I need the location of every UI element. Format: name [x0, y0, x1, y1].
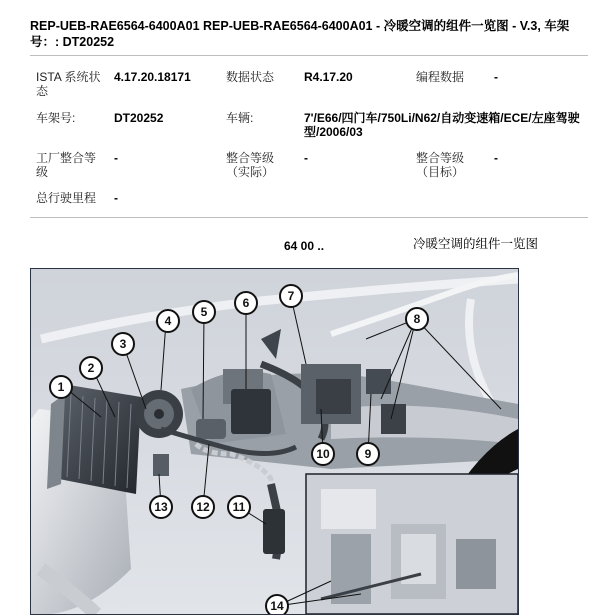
- programming-data-value: -: [494, 70, 498, 84]
- component-overview-figure: [30, 268, 519, 615]
- vehicle-label: 车辆:: [226, 111, 254, 125]
- mileage-value: -: [114, 191, 118, 205]
- callout-label: 10: [316, 447, 330, 461]
- section-code: 64 00 ..: [284, 239, 325, 253]
- data-state-value: R4.17.20: [304, 70, 353, 84]
- callout-label: 13: [154, 500, 168, 514]
- factory-integration-value: -: [114, 151, 118, 165]
- integration-actual-value: -: [304, 151, 308, 165]
- callout-label: 5: [200, 305, 208, 319]
- data-state-label: 数据状态: [226, 70, 275, 84]
- factory-integration-label: 工厂整合等级: [36, 151, 97, 179]
- callout-label: 1: [57, 380, 65, 394]
- vin-label: 车架号:: [36, 111, 76, 125]
- integration-target-label: 整合等级（目标）: [416, 151, 465, 179]
- vehicle-value: 7'/E66/四门车/750Li/N62/自动变速箱/ECE/左座驾驶型/2006/03: [304, 111, 580, 139]
- divider-top: [30, 55, 588, 56]
- callout-label: 6: [242, 296, 250, 310]
- programming-data-label: 编程数据: [416, 70, 465, 84]
- vehicle-illustration: [31, 269, 518, 614]
- document-title: REP-UEB-RAE6564-6400A01 REP-UEB-RAE6564-6400A01 - 冷暖空调的组件一览图 - V.3, 车架号：: DT20252: [30, 19, 570, 49]
- callout-label: 11: [232, 500, 246, 514]
- mileage-label: 总行驶里程: [36, 191, 97, 205]
- callout-label: 7: [287, 289, 295, 303]
- callout-label: 2: [87, 361, 95, 375]
- ista-status-label: ISTA 系统状态: [36, 70, 101, 98]
- callout-label: 9: [364, 447, 372, 461]
- callout-label: 12: [196, 500, 210, 514]
- callout-label: 3: [119, 337, 127, 351]
- callout-label: 14: [270, 599, 284, 613]
- integration-target-value: -: [494, 151, 498, 165]
- ista-status-value: 4.17.20.18171: [114, 70, 191, 84]
- callout-label: 8: [413, 312, 421, 326]
- callout-label: 4: [164, 314, 172, 328]
- integration-actual-label: 整合等级（实际）: [226, 151, 275, 179]
- vin-value: DT20252: [114, 111, 164, 125]
- divider-bottom: [30, 217, 588, 218]
- section-title: 冷暖空调的组件一览图: [413, 237, 539, 251]
